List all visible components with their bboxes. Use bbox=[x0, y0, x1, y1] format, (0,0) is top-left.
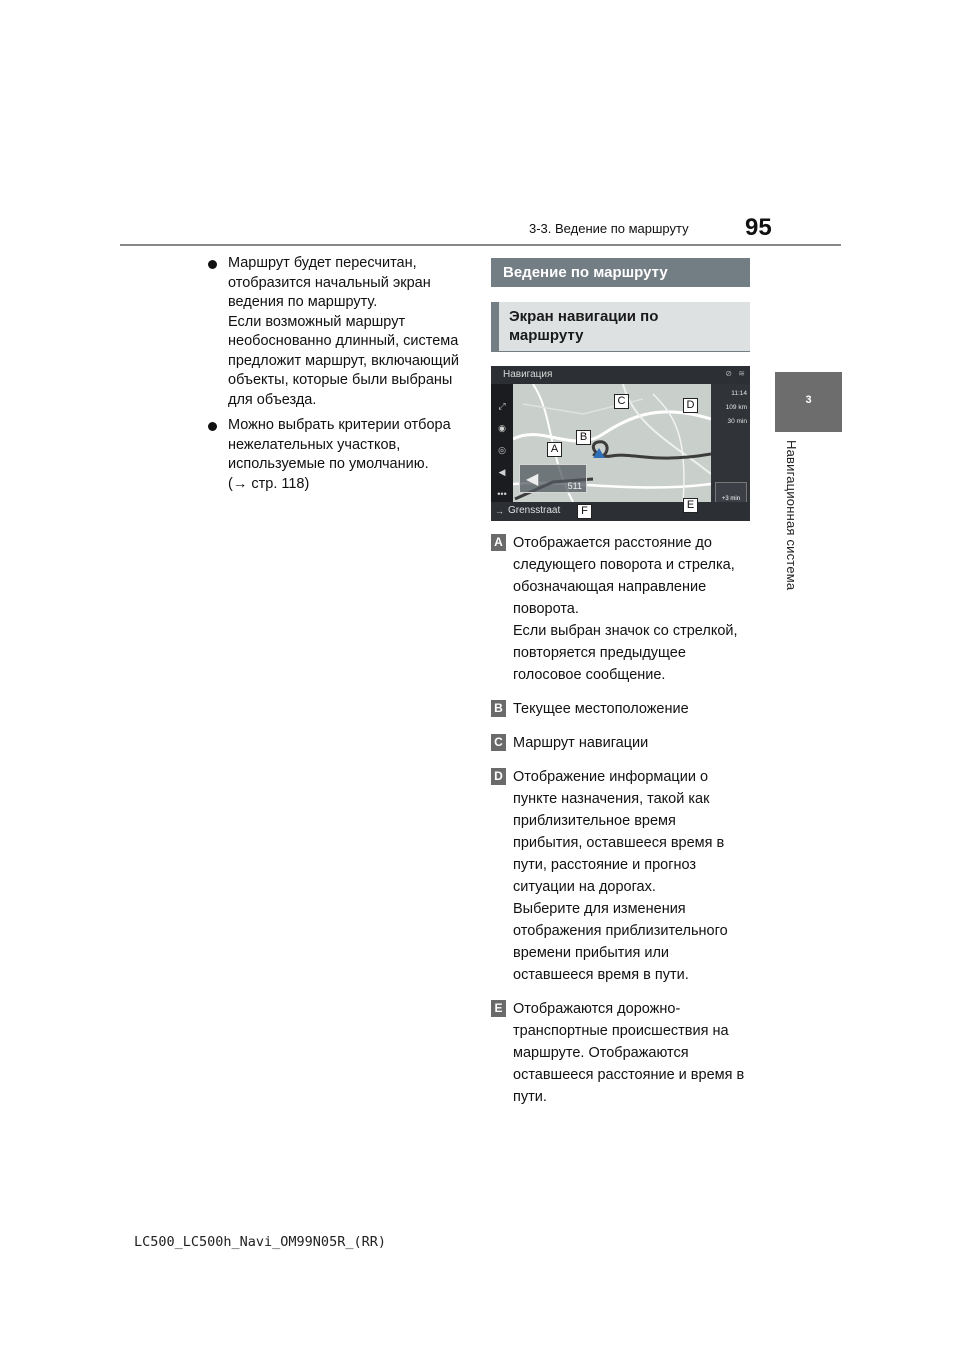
letter-box: C bbox=[491, 734, 506, 751]
chapter-tab bbox=[775, 372, 842, 432]
turn-guidance-box[interactable] bbox=[519, 464, 587, 493]
turn-distance: 511 bbox=[567, 481, 582, 491]
letter-box: E bbox=[491, 1000, 506, 1017]
bullet-item bbox=[206, 416, 466, 494]
bullet-text: Можно выбрать критерии отбора нежелательных участков, используемые по умолчанию. (→ стр. 118) bbox=[228, 417, 451, 492]
description-item bbox=[491, 732, 761, 754]
eta-value: 11:14 bbox=[731, 390, 747, 397]
nav-bottombar bbox=[491, 502, 750, 521]
callout-d: D bbox=[683, 398, 698, 413]
description-item bbox=[491, 998, 761, 1108]
page-number: 95 bbox=[745, 214, 772, 241]
description-text: Отображаются дорожно- транспортные происшествия на маршруте. Отображаются оставшееся расстояние и время в пути. bbox=[513, 1001, 745, 1105]
arrow-right-icon: → bbox=[495, 506, 504, 516]
description-text: Текущее местоположение bbox=[513, 701, 689, 717]
bullet-text: Маршрут будет пересчитан, отобразится начальный экран ведения по маршруту. Если возможный маршрут необоснованно длинный, система предложит маршрут, включающий объекты, которые были выбраны для объезда. bbox=[228, 255, 459, 408]
chapter-number: 3 bbox=[805, 394, 812, 406]
navigation-icon[interactable]: ◎ bbox=[498, 445, 506, 455]
navigation-screenshot bbox=[491, 366, 750, 521]
bullet-dot bbox=[208, 260, 217, 269]
callout-c: C bbox=[614, 394, 629, 409]
expand-icon[interactable]: ⤢ bbox=[498, 401, 506, 411]
traffic-delay: +3 min bbox=[721, 496, 741, 502]
callout-f: F bbox=[577, 504, 592, 519]
remaining-distance: 109 km bbox=[725, 404, 747, 411]
bullet-dot bbox=[208, 422, 217, 431]
letter-box: D bbox=[491, 768, 506, 785]
nav-sidebar bbox=[491, 384, 513, 502]
description-text: Отображается расстояние до следующего поворота и стрелка, обозначающая направление поворота. Если выбран значок со стрелкой, повторяется предыдущее голосовое сообщение. bbox=[513, 535, 738, 683]
callout-b: B bbox=[576, 430, 591, 445]
nav-title: Навигация bbox=[503, 369, 553, 380]
header-rule bbox=[120, 244, 841, 246]
letter-box: B bbox=[491, 700, 506, 717]
bullet-item bbox=[206, 254, 466, 410]
subsection-title bbox=[491, 302, 750, 352]
callout-e: E bbox=[683, 498, 698, 513]
footer-code: LC500_LC500h_Navi_OM99N05R_(RR) bbox=[134, 1234, 386, 1250]
pin-icon[interactable]: ◉ bbox=[498, 423, 506, 433]
volume-icon[interactable]: ◀ bbox=[498, 467, 506, 477]
more-icon[interactable]: ••• bbox=[497, 489, 507, 499]
description-item bbox=[491, 766, 761, 986]
subsection-title-text: Экран навигации по маршруту bbox=[509, 308, 659, 344]
left-column bbox=[206, 254, 466, 500]
description-text: Отображение информации о пункте назначения, такой как приблизительное время прибытия, оставшееся время в пути, расстояние и прогноз ситуации на дорогах. Выберите для изменения отображения приблизительного времени прибытия или оставшееся время в пути. bbox=[513, 769, 728, 983]
street-name: Grensstraat bbox=[508, 505, 561, 516]
description-item bbox=[491, 698, 761, 720]
section-title: Ведение по маршруту bbox=[491, 258, 750, 287]
callout-a: A bbox=[547, 442, 562, 457]
nav-topbar bbox=[491, 366, 750, 384]
letter-box: A bbox=[491, 534, 506, 551]
wifi-icon: ≋ bbox=[738, 369, 745, 378]
description-text: Маршрут навигации bbox=[513, 735, 649, 751]
chapter-label: Навигационная система bbox=[784, 440, 799, 591]
description-list bbox=[491, 532, 761, 1120]
turn-arrow-icon: ◀ bbox=[526, 471, 539, 488]
signal-icon: ⊘ bbox=[725, 369, 732, 378]
description-item bbox=[491, 532, 761, 686]
section-header: 3-3. Ведение по маршруту bbox=[529, 221, 689, 236]
remaining-time: 30 min bbox=[727, 418, 747, 425]
